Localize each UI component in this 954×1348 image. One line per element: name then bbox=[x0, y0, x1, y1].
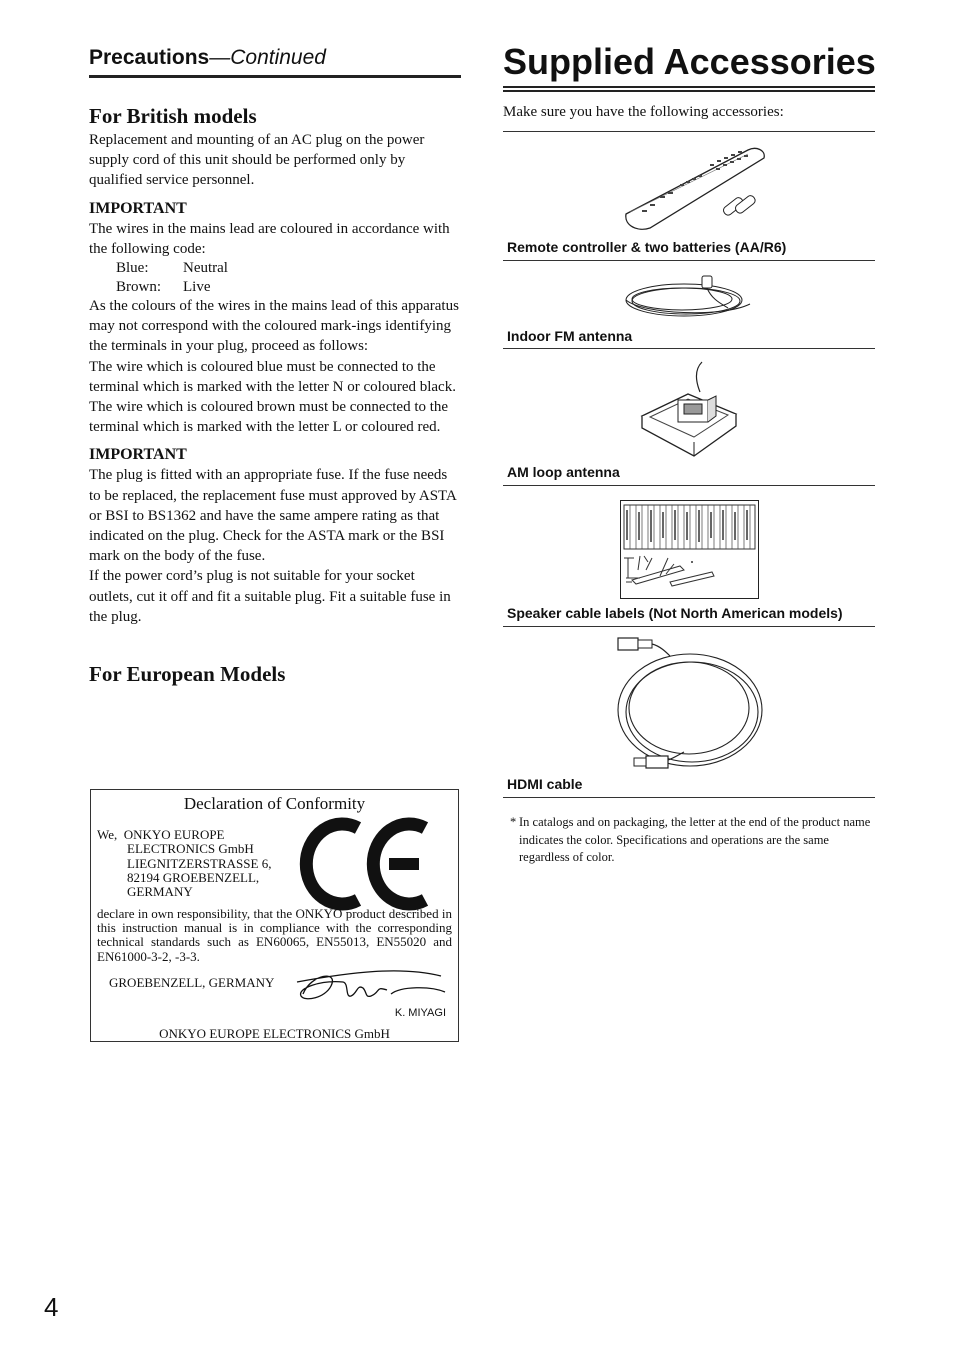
declaration-address: We, ONKYO EUROPE ELECTRONICS GmbH LIEGNITZERSTRASSE 6, 82194 GROEBENZELL, GERMANY bbox=[97, 827, 272, 900]
rule bbox=[503, 485, 875, 486]
hdmi-cable-icon bbox=[614, 634, 766, 776]
signature-icon bbox=[291, 968, 451, 1008]
speaker-labels-icon bbox=[620, 500, 760, 600]
plug-para: If the power cord’s plug is not suitable for your socket outlets, cut it off and fit a suitable plug. Fit a suitable fuse in the plug. bbox=[89, 568, 451, 625]
caption-speaker-labels: Speaker cable labels (Not North American models) bbox=[507, 605, 843, 621]
title-rule-top bbox=[503, 86, 875, 88]
ce-mark-icon bbox=[311, 820, 431, 908]
caption-hdmi-cable: HDMI cable bbox=[507, 776, 583, 792]
footnote-text: In catalogs and on packaging, the letter at the end of the product name indicates the color. Specifications and operations are the same regardless of color. bbox=[519, 815, 871, 864]
wire-code-blue: Blue: Neutral bbox=[116, 260, 228, 277]
rule bbox=[503, 797, 875, 798]
wire-code-brown: Brown: Live bbox=[116, 278, 211, 295]
footnote-mark: * bbox=[510, 815, 517, 829]
declaration-of-conformity-box bbox=[90, 789, 459, 1042]
british-intro: Replacement and mounting of an AC plug on the power supply cord of this unit should be performed only by qualified service personnel. bbox=[89, 132, 425, 189]
fm-antenna-icon bbox=[622, 270, 756, 324]
rule bbox=[503, 260, 875, 261]
fuse-para: The plug is fitted with an appropriate fuse. If the fuse needs to be replaced, the replacement fuse must approved by ASTA or BSI to BS1362 and have the same ampere rating as that indicated on the plug. Check for the ASTA mark or the BSI mark on the body of the fuse. bbox=[89, 467, 457, 565]
caption-fm-antenna: Indoor FM antenna bbox=[507, 328, 633, 344]
declaration-company: ONKYO EUROPE ELECTRONICS GmbH bbox=[159, 1026, 390, 1041]
am-loop-antenna-icon bbox=[636, 360, 742, 464]
important-heading-1: IMPORTANT bbox=[89, 199, 187, 217]
rule bbox=[503, 131, 875, 132]
wire-colour-para: As the colours of the wires in the mains lead of this apparatus may not correspond with the coloured mark-ings identifying the terminals in your plug, proceed as follows: bbox=[89, 298, 459, 355]
color-footnote bbox=[510, 814, 876, 867]
signer-name: K. MIYAGI bbox=[394, 1007, 446, 1019]
accessories-intro: Make sure you have the following accessories: bbox=[503, 104, 784, 120]
remote-controller-icon bbox=[620, 142, 772, 232]
title-rule-bottom bbox=[503, 90, 875, 92]
caption-am-antenna: AM loop antenna bbox=[507, 464, 620, 480]
supplied-accessories-title: Supplied Accessories bbox=[503, 41, 876, 82]
rule bbox=[503, 626, 875, 627]
declaration-title: Declaration of Conformity bbox=[183, 794, 366, 813]
precautions-header: Precautions—Continued bbox=[89, 44, 461, 78]
caption-remote: Remote controller & two batteries (AA/R6) bbox=[507, 239, 787, 255]
important-heading-2: IMPORTANT bbox=[89, 446, 187, 464]
rule bbox=[503, 348, 875, 349]
page-number: 4 bbox=[44, 1292, 59, 1322]
european-models-heading: For European Models bbox=[89, 662, 286, 687]
important-text-1: The wires in the mains lead are coloured in accordance with the following code: bbox=[89, 220, 450, 257]
blue-wire-para: The wire which is coloured blue must be connected to the terminal which is marked with the letter N or coloured black. bbox=[89, 358, 456, 395]
declaration-city: GROEBENZELL, GERMANY bbox=[109, 975, 275, 990]
precautions-column bbox=[89, 44, 461, 688]
british-models-heading: For British models bbox=[89, 104, 257, 128]
brown-wire-para: The wire which is coloured brown must be connected to the terminal which is marked with the letter L or coloured red. bbox=[89, 399, 449, 436]
declaration-statement: declare in own responsibility, that the ONKYO product described in this instruction manual is in compliance with the corresponding technical standards such as EN60065, EN55013, EN55020 and EN61000-3-2, -3-3. bbox=[97, 906, 452, 964]
